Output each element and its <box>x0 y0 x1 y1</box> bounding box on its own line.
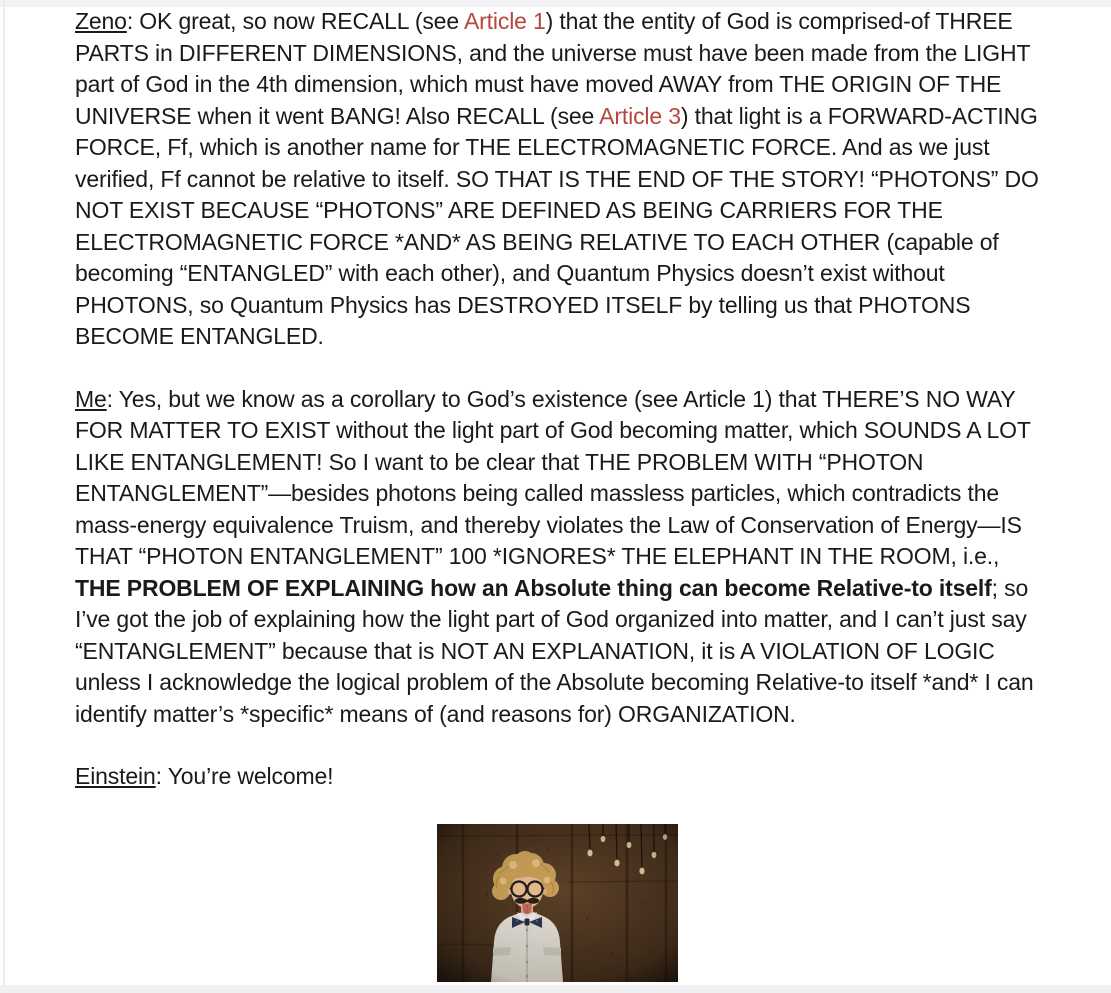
body-text: ; so I’ve got the job of explaining how the light part of God organized into matter, and I can’t just say “ENTANGLEMENT” because that is NOT AN EXPLANATION, it is A VIOLATION OF LOGIC unless I acknowledge the logical problem of the Absolute becoming Relative-to itself *and* I can identify matter’s *specific* means of (and reasons for) ORGANIZATION. <box>75 574 1034 727</box>
body-text: : You’re welcome! <box>155 763 334 789</box>
photo-vignette <box>437 824 678 982</box>
speaker-name: Einstein <box>75 763 156 789</box>
paragraph-me <box>75 384 1047 731</box>
speaker-name: Zeno <box>75 8 127 34</box>
paragraph-zeno <box>75 6 1047 353</box>
body-text: : Yes, but we know as a corollary to God’s existence (see Article 1) that THERE’S NO WAY FOR MATTER TO EXIST without the light part of God becoming matter, which SOUNDS A LOT LIKE ENTANGLEMENT! So I want to be clear that THE PROBLEM WITH “PHOTON ENTANGLEMENT”—besides photons being called massless particles, which contradicts the mass-energy equivalence Truism, and thereby violates the Law of Conservation of Energy—IS THAT “PHOTON ENTANGLEMENT” 100 *IGNORES* THE ELEPHANT IN THE ROOM, i.e., <box>75 385 1031 569</box>
body-text: ) that light is a FORWARD-ACTING FORCE, Ff, which is another name for THE ELECTROMAGNETIC FORCE. And as we just verified, Ff cannot be relative to itself. SO THAT IS THE END OF THE STORY! “PHOTONS” DO NOT EXIST BECAUSE “PHOTONS” ARE DEFINED AS BEING CARRIERS FOR THE ELECTROMAGNETIC FORCE *AND* AS BEING RELATIVE TO EACH OTHER (capable of becoming “ENTANGLED” with each other), and Quantum Physics doesn’t exist without PHOTONS, so Quantum Physics has DESTROYED ITSELF by telling us that PHOTONS BECOME ENTANGLED. <box>75 102 1039 349</box>
body-text: : OK great, so now RECALL (see <box>126 8 464 34</box>
einstein-kid-photo <box>437 824 678 982</box>
page-edge-left <box>3 0 5 993</box>
einstein-kid-photo-drawing <box>437 824 678 982</box>
article-body <box>75 6 1047 824</box>
link-article-1[interactable]: Article 1 <box>463 8 546 34</box>
body-text: ) that the entity of God is comprised-of THREE PARTS in DIFFERENT DIMENSIONS, and the universe must have been made from the LIGHT part of God in the 4th dimension, which must have moved AWAY from THE ORIGIN OF THE UNIVERSE when it went BANG! Also RECALL (see <box>75 8 1030 129</box>
speaker-name: Me <box>75 385 107 412</box>
body-text: THE PROBLEM OF EXPLAINING how an Absolute thing can become Relative-to itself <box>75 574 992 601</box>
paragraph-einstein <box>75 761 1047 793</box>
page-edge-bottom <box>0 985 1111 993</box>
link-article-3[interactable]: Article 3 <box>599 102 681 129</box>
